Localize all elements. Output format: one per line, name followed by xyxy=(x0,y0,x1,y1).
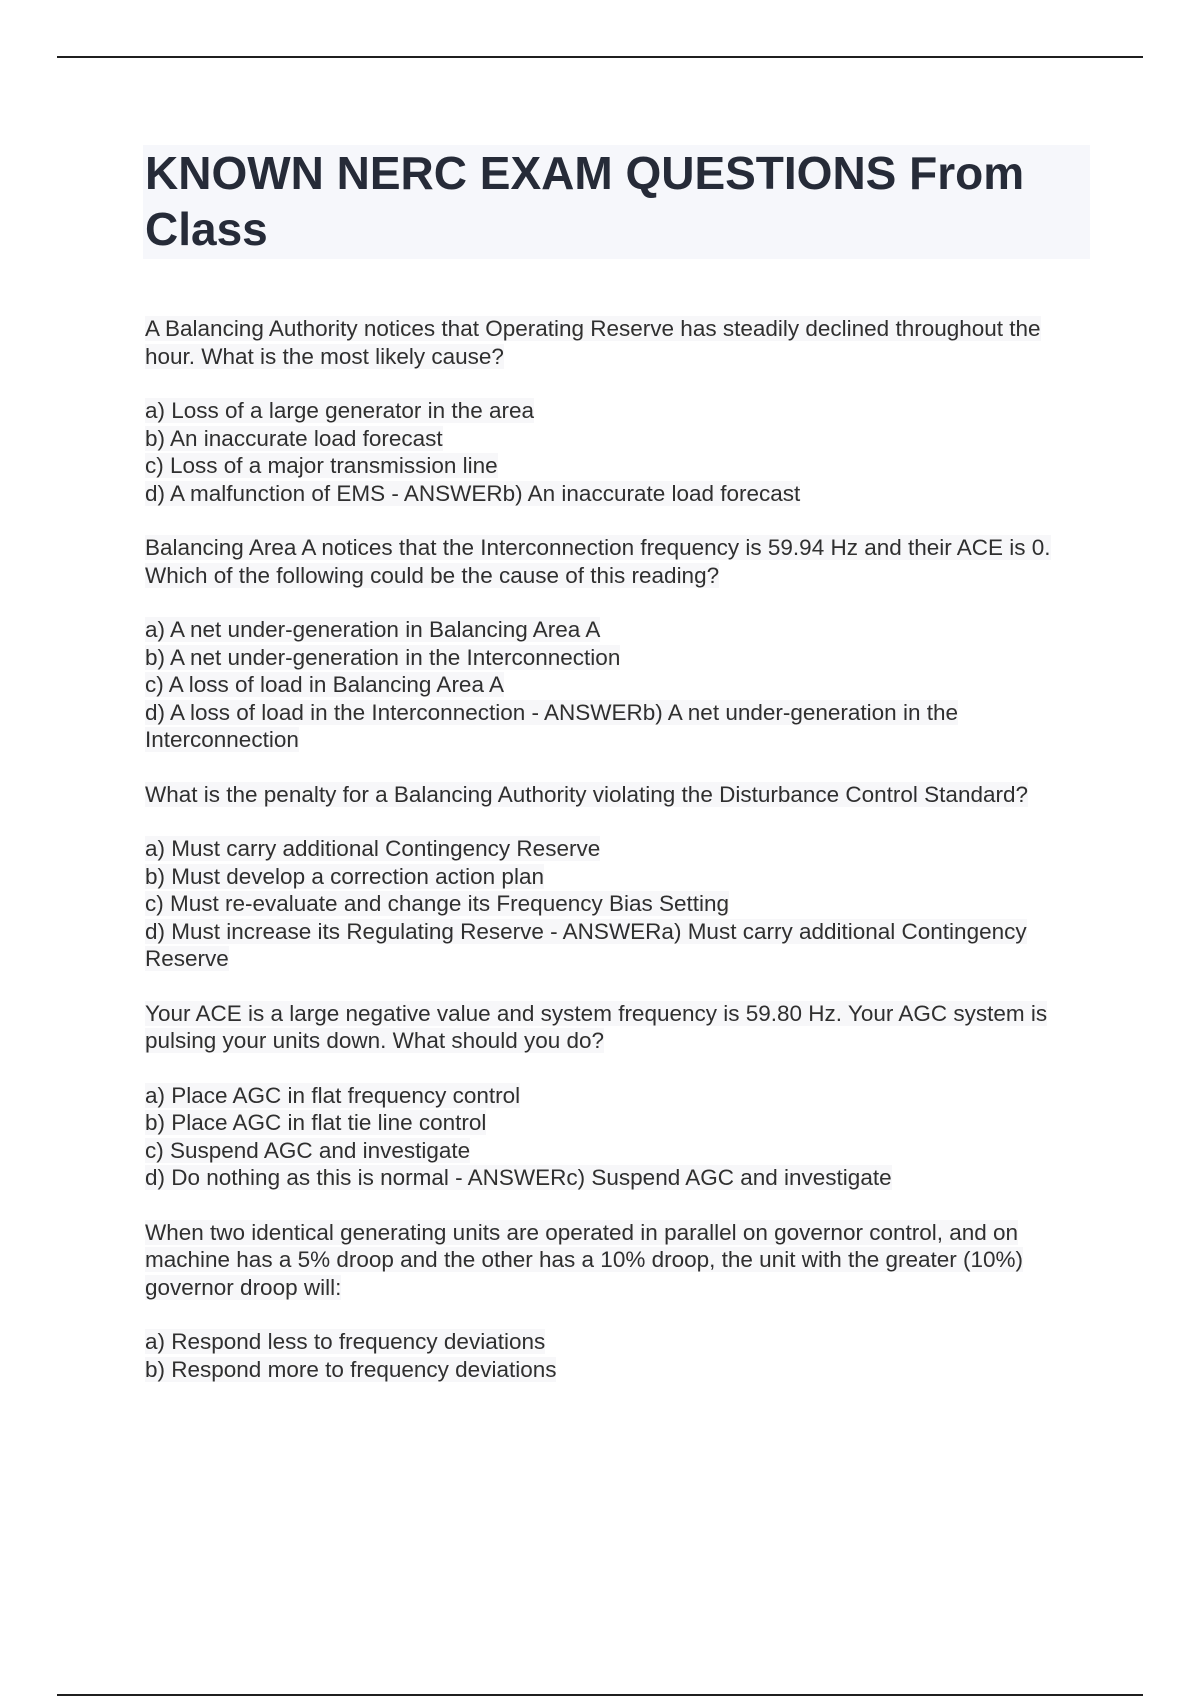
answer-option-with-answer: d) Must increase its Regulating Reserve - ANSWERa) Must carry additional Contingency Reserve xyxy=(145,918,1027,971)
answer-option: a) Place AGC in flat frequency control xyxy=(145,1082,521,1108)
question-4 xyxy=(145,1000,1090,1192)
answer-options xyxy=(145,616,1090,754)
answer-option: a) Loss of a large generator in the area xyxy=(145,398,534,423)
answer-options xyxy=(145,397,1090,507)
question-5 xyxy=(145,1219,1090,1384)
question-stem: Your ACE is a large negative value and system frequency is 59.80 Hz. Your AGC system is pulsing your units down. What should you do? xyxy=(145,1000,1048,1053)
question-3 xyxy=(145,781,1090,973)
answer-option: a) Respond less to frequency deviations xyxy=(145,1329,546,1354)
answer-option: c) Must re-evaluate and change its Frequency Bias Setting xyxy=(145,891,730,916)
answer-option: c) A loss of load in Balancing Area A xyxy=(145,672,504,697)
top-divider xyxy=(57,56,1143,58)
answer-option: b) Place AGC in flat tie line control xyxy=(145,1110,487,1135)
document-title: KNOWN NERC EXAM QUESTIONS From Class xyxy=(145,147,1025,255)
answer-option: b) A net under-generation in the Interconnection xyxy=(145,644,621,670)
question-stem: When two identical generating units are operated in parallel on governor control, and on machine has a 5% droop and the other has a 10% droop, the unit with the greater (10%) governor droop will: xyxy=(145,1219,1024,1300)
answer-options xyxy=(145,835,1090,973)
answer-option: a) A net under-generation in Balancing Area A xyxy=(145,617,601,642)
bottom-divider xyxy=(57,1694,1143,1696)
answer-options xyxy=(145,1328,1090,1383)
answer-option: b) An inaccurate load forecast xyxy=(145,425,443,451)
answer-option: c) Loss of a major transmission line xyxy=(145,453,498,478)
question-stem: A Balancing Authority notices that Operating Reserve has steadily declined throughout the hour. What is the most likely cause? xyxy=(145,316,1041,369)
question-1 xyxy=(145,315,1090,507)
answer-option-with-answer: d) A malfunction of EMS - ANSWERb) An inaccurate load forecast xyxy=(145,480,801,506)
question-stem: Balancing Area A notices that the Interconnection frequency is 59.94 Hz and their ACE is 0. Which of the following could be the cause of this reading? xyxy=(145,535,1051,588)
question-2 xyxy=(145,534,1090,754)
answer-option: b) Respond more to frequency deviations xyxy=(145,1356,557,1382)
answer-option-with-answer: d) Do nothing as this is normal - ANSWERc) Suspend AGC and investigate xyxy=(145,1165,892,1190)
document-body xyxy=(145,145,1090,1410)
answer-option: b) Must develop a correction action plan xyxy=(145,863,544,889)
answer-option: a) Must carry additional Contingency Reserve xyxy=(145,836,601,861)
title-block xyxy=(143,145,1090,259)
question-list xyxy=(145,315,1090,1383)
answer-options xyxy=(145,1082,1090,1192)
answer-option-with-answer: d) A loss of load in the Interconnection - ANSWERb) A net under-generation in the Interconnection xyxy=(145,699,958,752)
answer-option: c) Suspend AGC and investigate xyxy=(145,1137,471,1163)
question-stem: What is the penalty for a Balancing Authority violating the Disturbance Control Standard? xyxy=(145,781,1029,807)
